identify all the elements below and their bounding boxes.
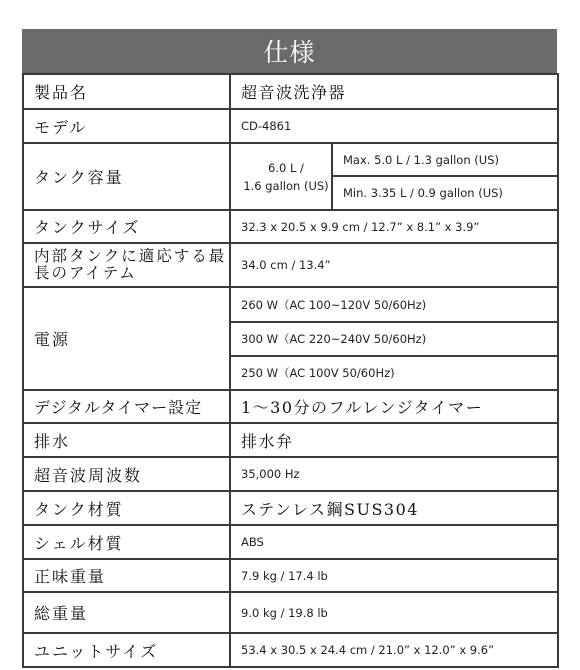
row-value-tank-capacity-min: Min. 3.35 L / 0.9 gallon (US) <box>332 176 558 210</box>
row-label-product-name: 製品名 <box>23 74 230 109</box>
row-label-tank-size: タンクサイズ <box>23 210 230 243</box>
row-label-tank-material: タンク材質 <box>23 491 230 525</box>
table-row <box>23 491 558 525</box>
row-value-tank-size: 32.3 x 20.5 x 9.9 cm / 12.7” x 8.1” x 3.9” <box>230 210 558 243</box>
row-value-max-item: 34.0 cm / 13.4” <box>230 243 558 287</box>
row-value-shell-material: ABS <box>230 525 558 559</box>
row-label-shell-material: シェル材質 <box>23 525 230 559</box>
row-label-drain: 排水 <box>23 423 230 457</box>
table-row <box>23 423 558 457</box>
row-value-power-1: 260 W（AC 100~120V 50/60Hz) <box>230 287 558 322</box>
table-row <box>23 592 558 633</box>
table-row <box>23 74 558 109</box>
table-row <box>23 143 558 176</box>
row-value-frequency: 35,000 Hz <box>230 457 558 491</box>
row-label-max-item: 内部タンクに適応する最長のアイテム <box>23 243 230 287</box>
row-label-unit-size: ユニットサイズ <box>23 633 230 667</box>
row-value-product-name: 超音波洗浄器 <box>230 74 558 109</box>
table-row <box>23 210 558 243</box>
row-value-power-2: 300 W（AC 220~240V 50/60Hz) <box>230 322 558 356</box>
table-row <box>23 457 558 491</box>
row-label-power: 電源 <box>23 287 230 390</box>
row-value-drain: 排水弁 <box>230 423 558 457</box>
row-value-unit-size: 53.4 x 30.5 x 24.4 cm / 21.0” x 12.0” x 9.6” <box>230 633 558 667</box>
spec-table <box>22 73 559 668</box>
row-label-tank-capacity: タンク容量 <box>23 143 230 210</box>
row-value-net-weight: 7.9 kg / 17.4 lb <box>230 559 558 592</box>
row-value-model: CD-4861 <box>230 109 558 143</box>
row-label-frequency: 超音波周波数 <box>23 457 230 491</box>
table-row <box>23 243 558 287</box>
table-row <box>23 525 558 559</box>
row-value-timer: 1～30分のフルレンジタイマー <box>230 390 558 423</box>
table-row <box>23 287 558 322</box>
row-value-gross-weight: 9.0 kg / 19.8 lb <box>230 592 558 633</box>
row-label-model: モデル <box>23 109 230 143</box>
table-row <box>23 633 558 667</box>
row-value-tank-material: ステンレス鋼SUS304 <box>230 491 558 525</box>
row-value-tank-capacity: 6.0 L / 1.6 gallon (US) <box>230 143 332 210</box>
spec-title: 仕様 <box>22 29 557 73</box>
row-label-gross-weight: 総重量 <box>23 592 230 633</box>
table-row <box>23 390 558 423</box>
row-value-power-3: 250 W（AC 100V 50/60Hz) <box>230 356 558 390</box>
row-label-net-weight: 正味重量 <box>23 559 230 592</box>
row-value-tank-capacity-max: Max. 5.0 L / 1.3 gallon (US) <box>332 143 558 176</box>
table-row <box>23 559 558 592</box>
table-row <box>23 109 558 143</box>
row-label-timer: デジタルタイマー設定 <box>23 390 230 423</box>
